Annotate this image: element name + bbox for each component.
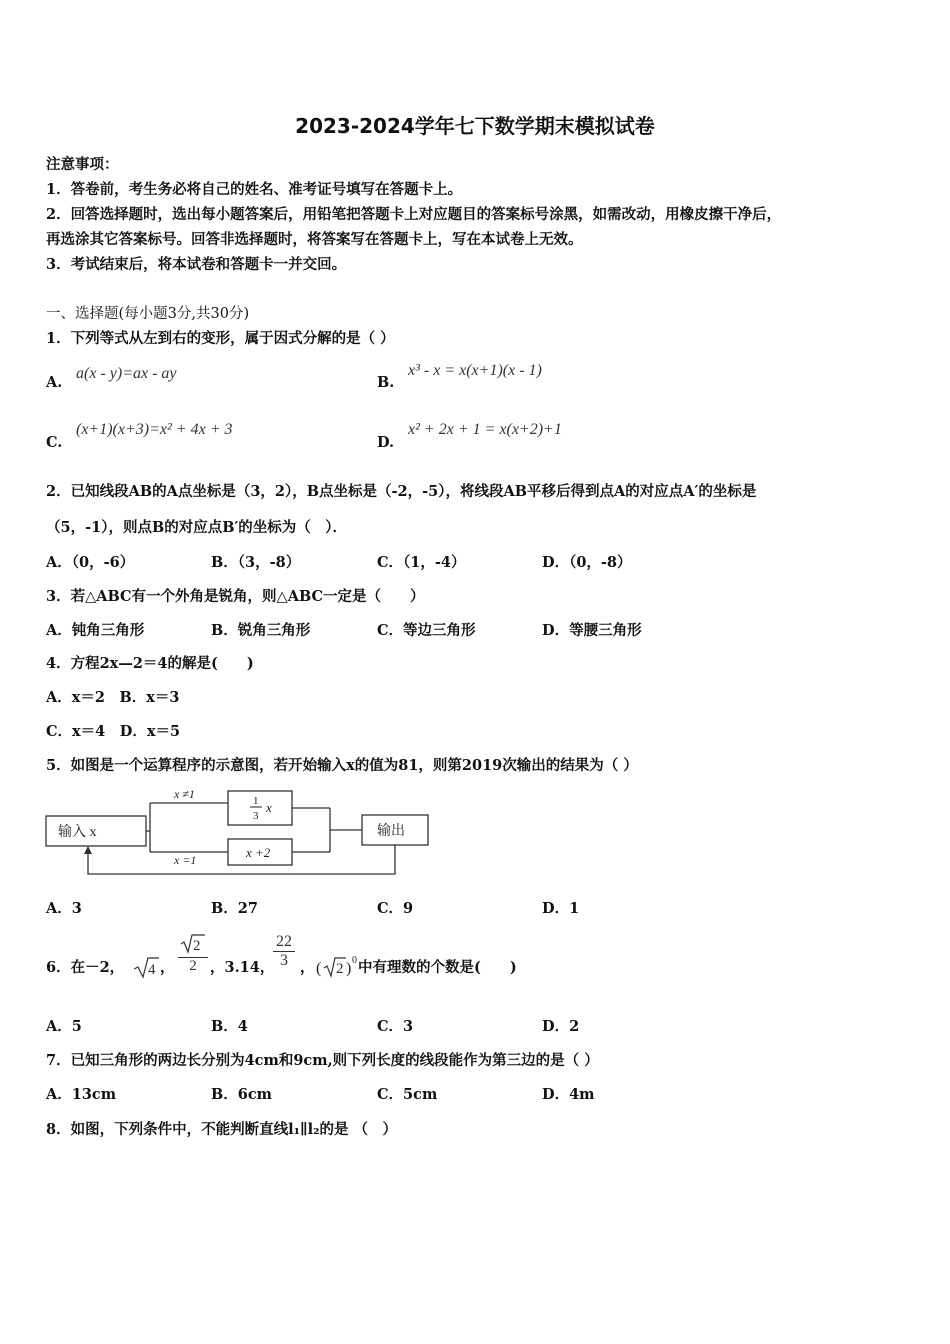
q1-formula-c: (x+1)(x+3)=x² + 4x + 3 [76, 421, 233, 438]
q3-stem: 3．若△ABC有一个外角是锐角，则△ABC一定是（ ） [46, 588, 425, 605]
op-top-numerator: 1 [253, 795, 259, 807]
q2-stem-1: 2．已知线段AB的A点坐标是（3，2），B点坐标是（-2，-5），将线段AB平移后得到点A的对应点A′的坐标是 [46, 483, 757, 500]
q3-option-a: A．钝角三角形 [46, 622, 145, 639]
condition-top: x ≠1 [174, 787, 195, 801]
q3-option-b: B．锐角三角形 [211, 622, 311, 639]
q3-option-d: D．等腰三角形 [542, 622, 642, 639]
fraction-numerator: 2 [193, 938, 201, 954]
q1-formula-b: x³ - x = x(x+1)(x - 1) [408, 362, 542, 379]
q7-stem: 7．已知三角形的两边长分别为4cm和9cm,则下列长度的线段能作为第三边的是（ ） [46, 1052, 599, 1069]
svg-text:(: ( [316, 960, 322, 977]
q1-label-b: B. [377, 374, 395, 391]
q6-option-d: D．2 [542, 1018, 580, 1035]
q1-label-a: A. [46, 374, 63, 391]
notice-item-2-cont: 再选涂其它答案标号。回答非选择题时，将答案写在答题卡上，写在本试卷上无效。 [46, 231, 583, 248]
q2-option-a: A．（0，-6） [46, 554, 135, 571]
q6-sqrt-4 [132, 955, 160, 981]
notice-item-2: 2．回答选择题时，选出每小题答案后，用铅笔把答题卡上对应题目的答案标号涂黑，如需改动，用橡皮擦干净后， [46, 206, 782, 223]
q6-suffix: 中有理数的个数是( ) [358, 959, 517, 976]
q6-fraction-22-over-3 [273, 933, 295, 970]
q6-fraction-sqrt2-over-2 [178, 932, 208, 975]
output-label: 输出 [377, 824, 405, 839]
fraction-denominator: 2 [178, 957, 208, 975]
q7-option-d: D．4m [542, 1086, 595, 1103]
q6-option-b: B．4 [211, 1018, 248, 1035]
op-top-denominator: 3 [253, 810, 259, 822]
q6-prefix: 6．在－2， [46, 959, 125, 976]
q3-option-c: C．等边三角形 [377, 622, 476, 639]
q7-option-b: B．6cm [211, 1086, 273, 1103]
fraction-numerator: 22 [273, 933, 295, 952]
q8-stem: 8．如图，下列条件中，不能判断直线l₁∥l₂的是 （ ） [46, 1121, 398, 1138]
sqrt-radicand: 4 [148, 962, 156, 978]
notice-item-1: 1．答卷前，考生务必将自己的姓名、准考证号填写在答题卡上。 [46, 181, 463, 198]
q2-stem-2: （5，-1），则点B的对应点B′的坐标为（ ）． [46, 519, 348, 536]
q6-sep-2: ， [300, 959, 315, 976]
op-top-variable: x [266, 800, 272, 815]
svg-text:0: 0 [352, 955, 357, 966]
q5-option-c: C．9 [377, 900, 414, 917]
q5-option-a: A．3 [46, 900, 82, 917]
q2-option-d: D．（0，-8） [542, 554, 632, 571]
fraction-denominator: 3 [280, 952, 288, 969]
q4-options-row-2: C．x＝4 D．x＝5 [46, 723, 181, 740]
q6-option-c: C．3 [377, 1018, 414, 1035]
q6-sep-1: ， [160, 959, 175, 976]
section-heading: 一、选择题(每小题3分,共30分) [46, 306, 250, 322]
svg-text:2: 2 [336, 961, 344, 977]
q1-label-d: D. [377, 434, 395, 451]
q1-formula-a: a(x - y)=ax - ay [76, 365, 177, 382]
q6-option-a: A．5 [46, 1018, 82, 1035]
q6-mid: ，3.14， [210, 959, 275, 976]
q5-program-flowchart [44, 784, 434, 880]
q5-option-b: B．27 [211, 900, 258, 917]
q4-stem: 4．方程2x—2＝4的解是( ) [46, 655, 254, 672]
q5-stem: 5．如图是一个运算程序的示意图，若开始输入x的值为81，则第2019次输出的结果为（ ） [46, 757, 638, 774]
q4-options-row-1: A．x＝2 B．x＝3 [46, 689, 180, 706]
q2-option-b: B．（3，-8） [211, 554, 301, 571]
q6-sqrt2-power-zero [316, 953, 358, 981]
q7-option-a: A．13cm [46, 1086, 117, 1103]
page-title: 2023-2024学年七下数学期末模拟试卷 [295, 114, 655, 138]
op-bottom-label: x +2 [246, 845, 271, 860]
q2-option-c: C．（1，-4） [377, 554, 466, 571]
condition-bottom: x =1 [174, 853, 197, 867]
op-box-top [228, 791, 292, 825]
q1-stem: 1．下列等式从左到右的变形，属于因式分解的是（ ） [46, 330, 395, 347]
arrow-up-icon [84, 846, 92, 854]
notice-item-3: 3．考试结束后，将本试卷和答题卡一并交回。 [46, 256, 347, 273]
q1-formula-d: x² + 2x + 1 = x(x+2)+1 [408, 421, 562, 438]
notice-heading: 注意事项： [46, 156, 119, 173]
svg-text:): ) [346, 960, 352, 977]
q5-option-d: D．1 [542, 900, 580, 917]
input-label: 输入 x [58, 825, 97, 840]
q1-label-c: C. [46, 434, 63, 451]
q7-option-c: C．5cm [377, 1086, 438, 1103]
